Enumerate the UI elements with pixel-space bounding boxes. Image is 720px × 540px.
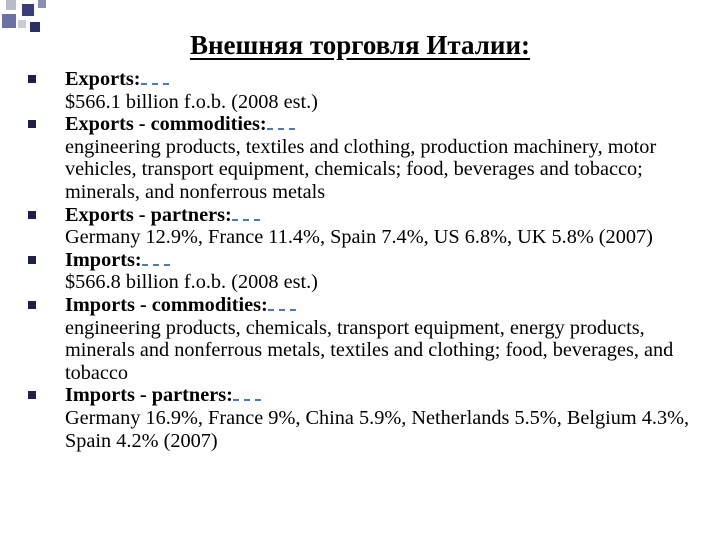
item-text: Germany 12.9%, France 11.4%, Spain 7.4%, US 6.8%, UK 5.8% (2007) [65,226,653,249]
dash-decoration [141,69,169,85]
bullet-icon [28,211,36,219]
item-heading: Exports - partners: [65,203,232,226]
slide-title: Внешняя торговля Италии: [189,30,531,60]
item-heading: Exports: [65,68,141,90]
item-heading: Exports - commodities: [65,113,267,136]
dash-decoration [267,114,295,130]
bullet-icon [28,75,36,83]
item-text: Germany 16.9%, France 9%, China 5.9%, Netherlands 5.5%, Belgium 4.3%, Spain 4.2% (2007) [65,406,690,452]
dash-decoration [142,250,170,266]
list-item [28,384,698,452]
item-text: $566.1 billion f.o.b. (2008 est.) [65,90,318,113]
bullet-icon [28,120,36,128]
list-item [28,294,698,384]
bullet-icon [28,301,36,309]
item-text: $566.8 billion f.o.b. (2008 est.) [65,271,318,294]
item-text: engineering products, textiles and clothing, production machinery, motor vehicles, transport equipment, chemicals; food, beverages and tobacco; minerals, and nonferrous metals [65,135,657,203]
item-heading: Imports - commodities: [65,293,268,316]
dash-decoration [268,295,296,311]
list-item [28,113,698,203]
dash-decoration [232,205,260,221]
bullet-list [28,68,698,452]
dash-decoration [233,385,261,401]
item-heading: Imports - partners: [65,384,233,407]
bullet-icon [28,391,36,399]
list-item [28,68,698,113]
item-heading: Imports: [65,248,142,271]
list-item [28,249,698,294]
bullet-icon [28,256,36,264]
item-text: engineering products, chemicals, transport equipment, energy products, minerals and nonferrous metals, textiles and clothing; food, beverages, and tobacco [65,316,674,384]
list-item [28,204,698,249]
